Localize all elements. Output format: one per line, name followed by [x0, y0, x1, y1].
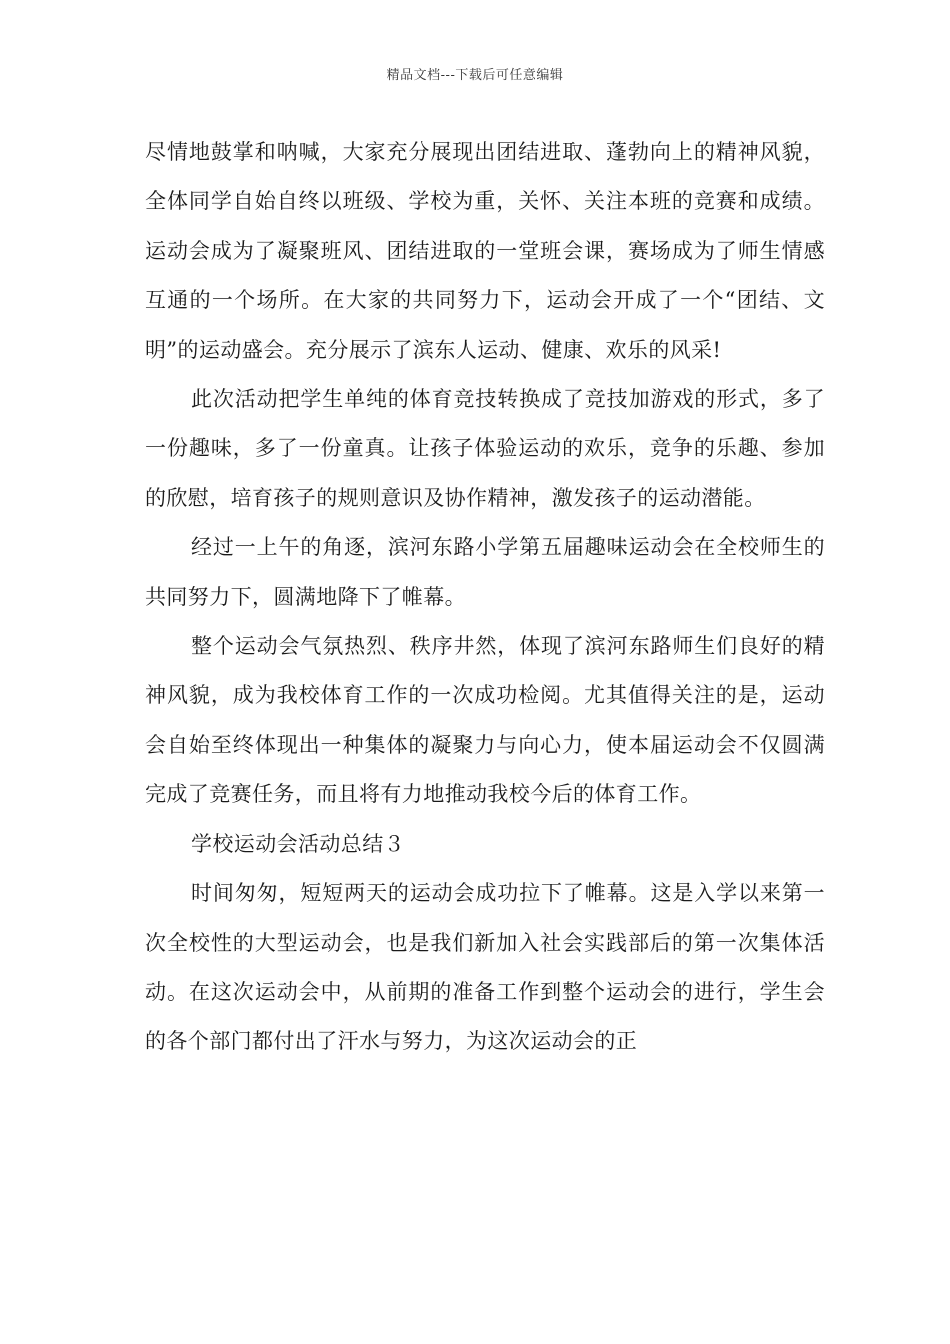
section-heading: 学校运动会活动总结３: [191, 831, 405, 856]
paragraph-5: 时间匆匆，短短两天的运动会成功拉下了帷幕。这是入学以来第一次全校性的大型运动会，也是我们新加入社会实践部后的第一次集体活动。在这次运动会中，从前期的准备工作到整个运动会的进行，学生会的各个部门都付出了汗水与努力，为这次运动会的正: [145, 881, 825, 1054]
paragraph-2: 此次活动把学生单纯的体育竞技转换成了竞技加游戏的形式，多了一份趣味，多了一份童真。让孩子体验运动的欢乐，竞争的乐趣、参加的欣慰，培育孩子的规则意识及协作精神，激发孩子的运动潜能。: [145, 387, 825, 510]
paragraph-3: 经过一上午的角逐，滨河东路小学第五届趣味运动会在全校师生的共同努力下，圆满地降下了帷幕。: [145, 535, 825, 609]
page-header: 精品文档---下载后可任意编辑: [386, 68, 564, 83]
paragraph-4: 整个运动会气氛热烈、秩序井然，体现了滨河东路师生们良好的精神风貌，成为我校体育工作的一次成功检阅。尤其值得关注的是，运动会自始至终体现出一种集体的凝聚力与向心力，使本届运动会不仅圆满完成了竞赛任务，而且将有力地推动我校今后的体育工作。: [145, 634, 825, 807]
paragraph-1: 尽情地鼓掌和呐喊，大家充分展现出团结进取、蓬勃向上的精神风貌，全体同学自始自终以班级、学校为重，关怀、关注本班的竞赛和成绩。运动会成为了凝聚班风、团结进取的一堂班会课，赛场成为了师生情感互通的一个场所。在大家的共同努力下，运动会开成了一个“团结、文明”的运动盛会。充分展示了滨东人运动、健康、欢乐的风采!: [145, 140, 825, 362]
document-body: [145, 128, 825, 1067]
